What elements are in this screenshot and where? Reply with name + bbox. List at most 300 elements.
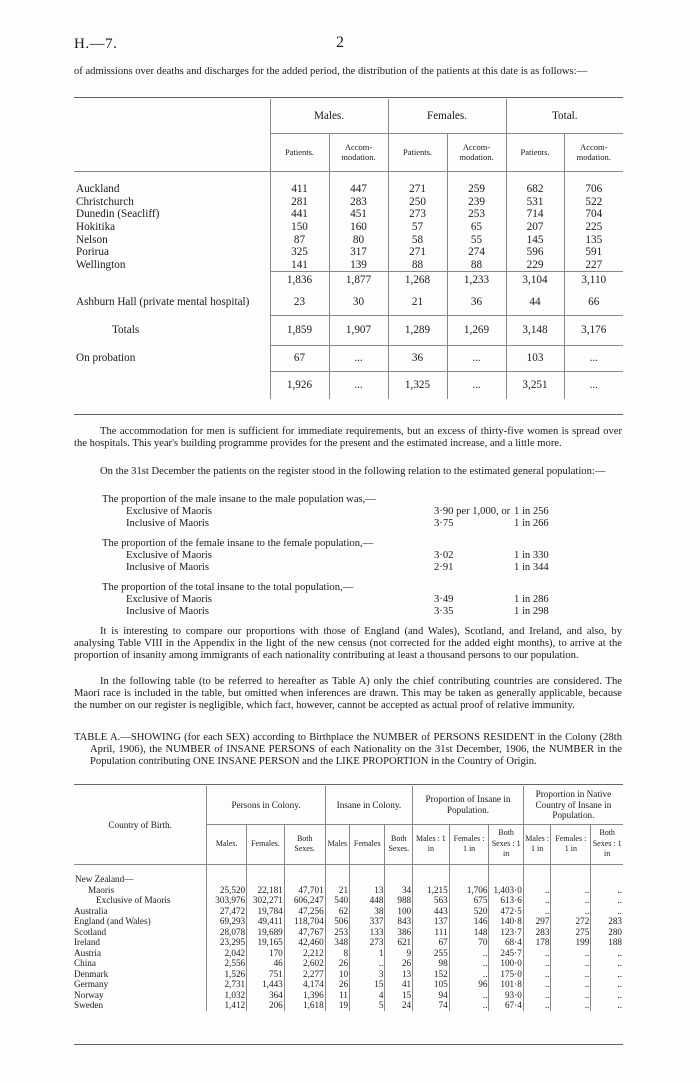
table-a-caption: TABLE A.—SHOWING (for each SEX) according to Birthplace the NUMBER of PERSONS RESIDENT in the Colony (28th April, 1906), the NUMBER of INSANE PERSONS of each Nationality on the 31st December, 1906, the NUMBER in the Population contributing ONE INSANE PERSON and the LIKE PROPORTION in the Country of Origin.	[74, 732, 622, 767]
table-cell: ...	[564, 371, 623, 399]
table-a-subheader: Both Sexes : 1 in	[489, 824, 523, 864]
table-cell: 250	[388, 196, 447, 209]
table-a-subheader: Females : 1 in	[449, 824, 489, 864]
table1-bottom-rule	[74, 414, 623, 415]
table-cell: 3,148	[506, 315, 564, 345]
table-cell: 2,042	[207, 948, 247, 959]
table-cell: 1,907	[329, 315, 388, 345]
table-cell: 1,412	[207, 1000, 247, 1011]
table-cell: 448	[350, 895, 385, 906]
row-label	[74, 371, 270, 399]
table-cell: 1,233	[447, 271, 506, 289]
table-cell: ..	[523, 906, 551, 917]
table-cell: ..	[591, 906, 623, 917]
table-cell: 3	[350, 969, 385, 980]
table-a-subheader: Both Sexes.	[284, 824, 325, 864]
table-cell: 133	[350, 927, 385, 938]
table-row	[74, 958, 623, 969]
table-cell: 225	[564, 221, 623, 234]
table-cell: 111	[413, 927, 450, 938]
table-cell: 1,215	[413, 885, 450, 896]
row-label-text: Norway	[74, 989, 104, 1000]
proportion-label: Inclusive of Maoris	[126, 518, 209, 529]
table-cell: ..	[449, 958, 489, 969]
table-cell: 3,176	[564, 315, 623, 345]
table-cell: 1,403·0	[489, 885, 523, 896]
table-cell: 1,268	[388, 271, 447, 289]
table-cell: 88	[388, 259, 447, 272]
row-label-text: Exclusive of Maoris	[96, 895, 171, 905]
table-a-subheader: Males : 1 in	[413, 824, 450, 864]
intro-text: of admissions over deaths and discharges for the added period, the distribution of the patients at this date is as follows:—	[74, 66, 588, 77]
table-row	[74, 969, 623, 980]
table-cell: 80	[329, 233, 388, 246]
table-cell: 3,251	[506, 371, 564, 399]
table-cell: 297	[523, 916, 551, 927]
row-label-text: Wellington	[76, 258, 126, 271]
row-label-text: Australia	[74, 905, 108, 916]
table-cell: 47,256	[284, 906, 325, 917]
table-cell: ..	[591, 1000, 623, 1011]
table-cell: 140·8	[489, 916, 523, 927]
row-label	[74, 927, 207, 938]
table-cell: 67	[413, 937, 450, 948]
table-cell: 23,295	[207, 937, 247, 948]
table-cell: 273	[388, 208, 447, 221]
table-a-country-header: Country of Birth.	[108, 819, 172, 830]
row-label	[74, 906, 207, 917]
proportion-line	[74, 562, 622, 574]
row-label	[74, 208, 270, 221]
top-rule	[74, 97, 623, 98]
table-row	[74, 916, 623, 927]
table-cell: ..	[591, 948, 623, 959]
table-cell: ..	[551, 990, 591, 1001]
table-cell: ..	[551, 1000, 591, 1011]
table-cell: 36	[447, 289, 506, 315]
table-cell: 2,731	[207, 979, 247, 990]
row-label	[74, 315, 270, 345]
proportion-ratio: 1 in 330	[514, 550, 549, 561]
table-cell: 1,526	[207, 969, 247, 980]
row-label-text: Nelson	[76, 233, 108, 246]
table-cell: 105	[413, 979, 450, 990]
table-cell: 55	[447, 233, 506, 246]
table-row	[74, 196, 623, 209]
row-label	[74, 221, 270, 234]
table-cell: 447	[329, 183, 388, 196]
table-cell	[413, 874, 450, 885]
table-cell: 411	[270, 183, 329, 196]
row-label-text: Denmark	[74, 968, 109, 979]
proportion-ratio: 1 in 298	[514, 606, 549, 617]
proportion-line	[74, 506, 622, 518]
table-cell: 591	[564, 246, 623, 259]
table-cell: 150	[270, 221, 329, 234]
table-cell: ..	[449, 1000, 489, 1011]
table-cell: 272	[551, 916, 591, 927]
table-cell: 206	[247, 1000, 285, 1011]
table-cell: 36	[388, 345, 447, 371]
table-cell: 1,443	[247, 979, 285, 990]
proportion-ratio: 1 in 256	[514, 506, 549, 517]
row-label-text: China	[74, 958, 96, 968]
table-cell: 2,277	[284, 969, 325, 980]
table-cell: 67	[270, 345, 329, 371]
proportion-heading-text: The proportion of the male insane to the male population was,—	[102, 494, 376, 505]
table-cell: 271	[388, 246, 447, 259]
proportion-list	[74, 494, 622, 618]
table-cell: 22,181	[247, 885, 285, 896]
row-label	[74, 1000, 207, 1011]
table-cell: 19	[325, 1000, 349, 1011]
proportion-line	[74, 594, 622, 606]
table-row	[74, 906, 623, 917]
table-cell: 137	[413, 916, 450, 927]
table1-group-males: Males.	[270, 99, 388, 133]
table1-subheader: Patients.	[270, 133, 329, 171]
table-cell: 317	[329, 246, 388, 259]
table-cell: 1	[350, 948, 385, 959]
table-row	[74, 246, 623, 259]
table-cell: 188	[591, 937, 623, 948]
row-label	[74, 916, 207, 927]
table-cell: 28,078	[207, 927, 247, 938]
table-cell: 3,104	[506, 271, 564, 289]
paragraph-compare: It is interesting to compare our proportions with those of England (and Wales), Scotland, and Ireland, and also, by analysing Table VIII in the Appendix in the light of the new census (not corrected for the added eight months), to arrive at the proportion of insanity among immigrants of each nationality contributing at least a thousand persons to our population.	[74, 626, 622, 661]
table-cell: 472·5	[489, 906, 523, 917]
table-a-subheader: Both Sexes : 1 in	[591, 824, 623, 864]
table-cell: 58	[388, 233, 447, 246]
page-number: 2	[336, 34, 344, 51]
table-cell: 11	[325, 990, 349, 1001]
proportion-value: 3·75	[434, 518, 454, 529]
table-cell	[325, 874, 349, 885]
row-label	[74, 885, 207, 896]
proportion-heading-text: The proportion of the female insane to the female population,—	[102, 538, 374, 549]
table-cell: 506	[325, 916, 349, 927]
table1-subheader: Patients.	[388, 133, 447, 171]
proportion-value: 3·02	[434, 550, 454, 561]
row-label	[74, 196, 270, 209]
table-cell: ..	[591, 979, 623, 990]
table-cell: 1,032	[207, 990, 247, 1001]
proportion-heading	[74, 494, 622, 506]
table-cell: 1,269	[447, 315, 506, 345]
table-cell: 274	[447, 246, 506, 259]
table-cell: 88	[447, 259, 506, 272]
table-cell	[247, 874, 285, 885]
row-label	[74, 969, 207, 980]
table1-subheader: Patients.	[506, 133, 564, 171]
proportion-label: Exclusive of Maoris	[126, 594, 212, 605]
table-cell: 170	[247, 948, 285, 959]
row-label-text: Ashburn Hall (private mental hospital)	[76, 296, 250, 309]
table-row	[74, 271, 623, 289]
table-cell: 152	[413, 969, 450, 980]
table-cell: 65	[447, 221, 506, 234]
table-cell: 118,704	[284, 916, 325, 927]
table-cell: 1,396	[284, 990, 325, 1001]
hospital-table	[74, 99, 623, 399]
table-cell: 348	[325, 937, 349, 948]
table-cell: ..	[551, 906, 591, 917]
table-cell: ..	[591, 969, 623, 980]
row-label	[74, 895, 207, 906]
table-cell: 141	[270, 259, 329, 272]
table-cell: 160	[329, 221, 388, 234]
table1-subheader: Accom-modation.	[564, 133, 623, 171]
table-a-subheader: Males : 1 in	[523, 824, 551, 864]
table-cell: 337	[350, 916, 385, 927]
table-cell: 606,247	[284, 895, 325, 906]
table-cell: 2,556	[207, 958, 247, 969]
proportion-value: 3·90 per 1,000, or	[434, 506, 511, 517]
table-cell: 1,859	[270, 315, 329, 345]
proportion-label: Exclusive of Maoris	[126, 550, 212, 561]
table-cell: 148	[449, 927, 489, 938]
table-cell: 70	[449, 937, 489, 948]
proportion-line	[74, 606, 622, 618]
table-cell: ..	[551, 895, 591, 906]
table-cell: 101·8	[489, 979, 523, 990]
table-cell: ...	[329, 345, 388, 371]
table-cell: 704	[564, 208, 623, 221]
table-cell: ..	[591, 990, 623, 1001]
table-cell: ...	[447, 345, 506, 371]
table-cell: 66	[564, 289, 623, 315]
table-cell: 74	[413, 1000, 450, 1011]
table-cell: ..	[523, 958, 551, 969]
paragraph-accommodation: The accommodation for men is sufficient for immediate requirements, but an excess of thirty-five women is spread over the hospitals. This year's building programme provides for the present and the estimated increase, and a little more.	[74, 426, 622, 449]
table-row	[74, 233, 623, 246]
row-label-text: Porirua	[76, 246, 109, 259]
row-label-text: Austria	[74, 947, 102, 958]
table-cell: 283	[523, 927, 551, 938]
table1-group-total: Total.	[506, 99, 623, 133]
table-cell: 1,877	[329, 271, 388, 289]
row-label	[74, 259, 270, 272]
table-row	[74, 937, 623, 948]
proportion-heading-text: The proportion of the total insane to the total population,—	[102, 582, 354, 593]
table-cell: 843	[385, 916, 413, 927]
table-cell: 98	[413, 958, 450, 969]
table-cell: ..	[551, 948, 591, 959]
table-cell: 5	[350, 1000, 385, 1011]
table-cell: 714	[506, 208, 564, 221]
table-cell: 175·0	[489, 969, 523, 980]
table-cell: 8	[325, 948, 349, 959]
table-cell: 283	[329, 196, 388, 209]
proportion-ratio: 1 in 266	[514, 518, 549, 529]
table-cell: 94	[413, 990, 450, 1001]
table-cell: 675	[449, 895, 489, 906]
table-a	[74, 786, 623, 1011]
row-label	[74, 271, 270, 289]
table-cell: 253	[325, 927, 349, 938]
table-cell: 44	[506, 289, 564, 315]
table-row	[74, 1000, 623, 1011]
table-a-subheader: Both Sexes.	[385, 824, 413, 864]
table-a-subheader: Females.	[247, 824, 285, 864]
table-cell: 15	[350, 979, 385, 990]
table-cell: ..	[551, 885, 591, 896]
table-cell	[591, 874, 623, 885]
table-row	[74, 895, 623, 906]
table-cell	[551, 874, 591, 885]
row-label-text: Totals	[112, 324, 140, 337]
row-label	[74, 979, 207, 990]
proportion-value: 3·35	[434, 606, 454, 617]
row-label-text: Sweden	[74, 1000, 104, 1010]
row-label	[74, 233, 270, 246]
table-cell: 87	[270, 233, 329, 246]
table-cell: 386	[385, 927, 413, 938]
table-a-subheader: Males	[325, 824, 349, 864]
table-cell: 199	[551, 937, 591, 948]
table-cell: 283	[591, 916, 623, 927]
table-cell: 706	[564, 183, 623, 196]
table-cell	[489, 874, 523, 885]
proportion-label: Exclusive of Maoris	[126, 506, 212, 517]
paragraph-table-a-intro: In the following table (to be referred to hereafter as Table A) only the chief contributing countries are considered. The Maori race is included in the table, but omitted when inferences are drawn. This may be taken as generally applicable, because the number on our register is negligible, which fact, however, cannot be accepted as actual proof of relative immunity.	[74, 676, 622, 711]
spacer	[74, 574, 622, 582]
table-cell: ..	[591, 958, 623, 969]
table-cell: 281	[270, 196, 329, 209]
paragraph-register: On the 31st December the patients on the register stood in the following relation to the estimated general population:—	[100, 466, 606, 477]
table-cell: ..	[350, 958, 385, 969]
table-cell: 25,520	[207, 885, 247, 896]
table-cell: 146	[449, 916, 489, 927]
table-cell: 69,293	[207, 916, 247, 927]
row-label-text: Scotland	[74, 926, 107, 937]
table-cell: 325	[270, 246, 329, 259]
table-cell: 621	[385, 937, 413, 948]
table-cell: 1,325	[388, 371, 447, 399]
row-label-text: On probation	[76, 352, 136, 365]
table-cell: 19,689	[247, 927, 285, 938]
table-cell: 275	[551, 927, 591, 938]
proportion-label: Inclusive of Maoris	[126, 562, 209, 573]
table-a-group-persons: Persons in Colony.	[207, 786, 325, 824]
table-cell: 38	[350, 906, 385, 917]
table-cell: ..	[523, 969, 551, 980]
table-cell: 540	[325, 895, 349, 906]
table-cell: ...	[564, 345, 623, 371]
table-cell: 26	[325, 979, 349, 990]
table-cell: 563	[413, 895, 450, 906]
table-cell: 253	[447, 208, 506, 221]
row-label	[74, 948, 207, 959]
table-row	[74, 345, 623, 371]
table-row	[74, 183, 623, 196]
table-row	[74, 371, 623, 399]
row-label	[74, 246, 270, 259]
table-cell: 26	[325, 958, 349, 969]
table1-subheader: Accom-modation.	[447, 133, 506, 171]
table-row	[74, 289, 623, 315]
table-cell: 41	[385, 979, 413, 990]
table-cell: 364	[247, 990, 285, 1001]
table-cell: 10	[325, 969, 349, 980]
row-label-text: Auckland	[76, 183, 120, 196]
row-label-text: Maoris	[88, 884, 115, 895]
table-cell: ..	[551, 969, 591, 980]
row-label-text: Dunedin (Seacliff)	[76, 208, 160, 221]
table-row	[74, 948, 623, 959]
table-cell: 4,174	[284, 979, 325, 990]
table-a-bottom-rule	[74, 1044, 623, 1045]
table-cell	[350, 874, 385, 885]
table-cell: ..	[523, 885, 551, 896]
table-a-group-proportion: Proportion of Insane in Population.	[413, 786, 524, 824]
row-label	[74, 937, 207, 948]
row-label	[74, 289, 270, 315]
table-cell: ..	[523, 990, 551, 1001]
proportion-value: 3·49	[434, 594, 454, 605]
table-cell	[284, 874, 325, 885]
table-cell: ..	[551, 979, 591, 990]
table-cell: 1,289	[388, 315, 447, 345]
table-row	[74, 315, 623, 345]
table-cell: 4	[350, 990, 385, 1001]
table-cell: 751	[247, 969, 285, 980]
table-cell: 1,836	[270, 271, 329, 289]
table-cell: 259	[447, 183, 506, 196]
row-label-text: Christchurch	[76, 195, 134, 208]
table-cell: ..	[523, 948, 551, 959]
table1-subheader: Accom-modation.	[329, 133, 388, 171]
table-cell: 531	[506, 196, 564, 209]
table-cell: 19,165	[247, 937, 285, 948]
table-cell: 1,706	[449, 885, 489, 896]
table-row	[74, 927, 623, 938]
table-cell: 46	[247, 958, 285, 969]
table-cell: ..	[591, 885, 623, 896]
table-cell: 273	[350, 937, 385, 948]
table-row	[74, 221, 623, 234]
report-code: H.—7.	[74, 36, 118, 52]
table-row	[74, 990, 623, 1001]
table-cell: 47,701	[284, 885, 325, 896]
table-cell: ..	[523, 979, 551, 990]
table-cell: 57	[388, 221, 447, 234]
table-cell: 24	[385, 1000, 413, 1011]
table-cell: 682	[506, 183, 564, 196]
table-cell: 47,767	[284, 927, 325, 938]
table-cell: ..	[449, 990, 489, 1001]
row-label-text: England (and Wales)	[74, 916, 151, 926]
table-cell: 613·6	[489, 895, 523, 906]
table-cell: 93·0	[489, 990, 523, 1001]
table-cell: 15	[385, 990, 413, 1001]
table-cell: 67·4	[489, 1000, 523, 1011]
table-cell: 229	[506, 259, 564, 272]
table-cell: 441	[270, 208, 329, 221]
table-cell: 49,411	[247, 916, 285, 927]
table-cell: ..	[591, 895, 623, 906]
table-cell: 596	[506, 246, 564, 259]
table-cell	[449, 874, 489, 885]
table-cell: 100	[385, 906, 413, 917]
table-row	[74, 874, 623, 885]
table-cell: 123·7	[489, 927, 523, 938]
table1-corner	[74, 99, 270, 171]
table-cell: 13	[385, 969, 413, 980]
table-cell: ...	[329, 371, 388, 399]
row-label-text: Hokitika	[76, 221, 116, 234]
table-a-subheader: Females	[350, 824, 385, 864]
